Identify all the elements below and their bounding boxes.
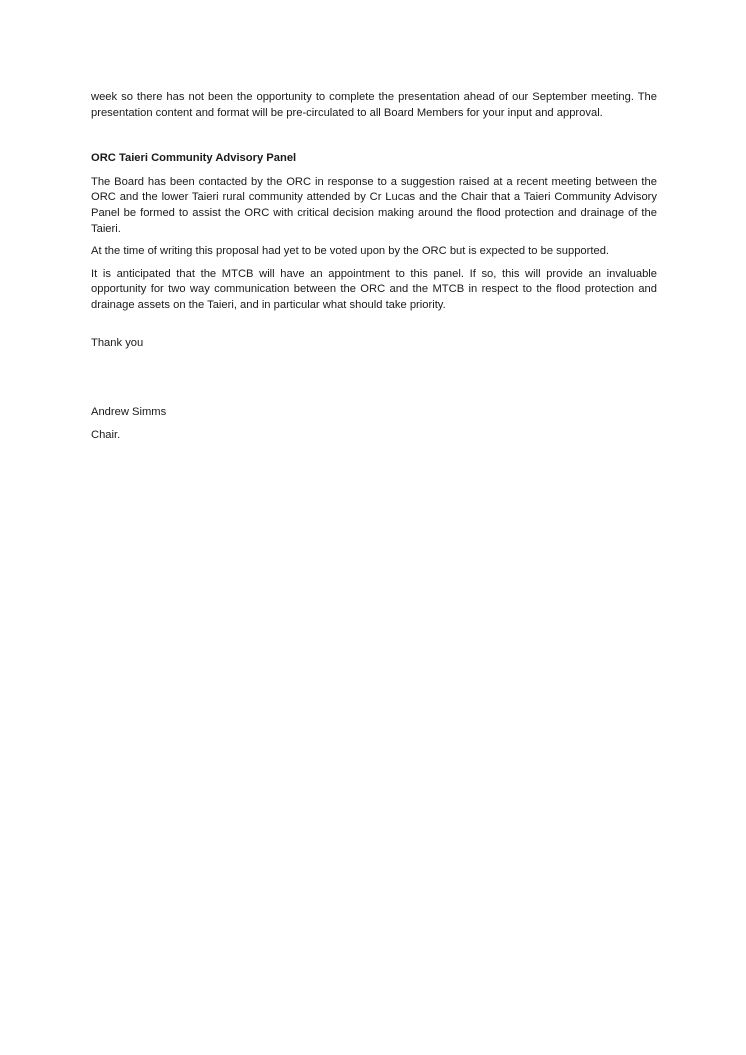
body-paragraph-1: The Board has been contacted by the ORC in response to a suggestion raised at a recent meeting between the ORC and the lower Taieri rural community attended by Cr Lucas and the Chair that a Taieri Community Advisory Panel be formed to assist the ORC with critical decision making around the flood protection and drainage of the Taieri. — [91, 175, 657, 235]
intro-paragraph: week so there has not been the opportunity to complete the presentation ahead of our September meeting. The presentation content and format will be pre-circulated to all Board Members for your input and approval. — [91, 91, 657, 119]
body-paragraph-3: It is anticipated that the MTCB will have an appointment to this panel. If so, this will provide an invaluable opportunity for two way communication between the ORC and the MTCB in respect to the flood protection and drainage assets on the Taieri, and in particular what should take priority. — [91, 267, 657, 311]
signature-title: Chair. — [91, 428, 121, 441]
body-paragraph-2: At the time of writing this proposal had yet to be voted upon by the ORC but is expected to be supported. — [91, 245, 610, 258]
document-page — [91, 90, 657, 443]
closing-text: Thank you — [91, 336, 144, 349]
signature-name: Andrew Simms — [91, 406, 167, 419]
section-heading: ORC Taieri Community Advisory Panel — [91, 152, 297, 165]
